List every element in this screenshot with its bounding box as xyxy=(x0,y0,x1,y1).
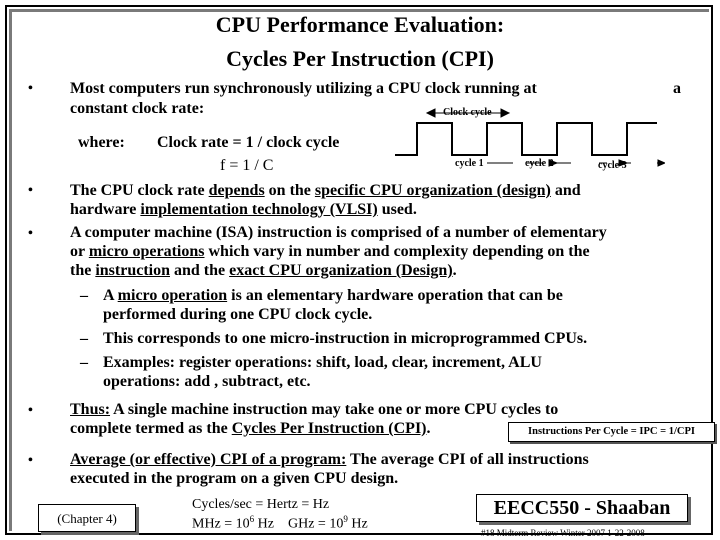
where-label: where: xyxy=(78,134,125,151)
cycle-3-label: cycle 3 xyxy=(598,160,627,171)
clock-waveform xyxy=(395,123,657,155)
mhz-ghz-line: MHz = $10^6$ Hz GHz = $10^9$ Hz xyxy=(192,514,368,532)
clock-rate-depends-line1: The CPU clock rate depends on the specific CPU organization (design) and xyxy=(70,182,581,199)
isa-line3: the instruction and the exact CPU organization (Design). xyxy=(70,262,457,279)
intro-line2: constant clock rate: xyxy=(70,100,205,117)
thus-line2: complete termed as the Cycles Per Instruction (CPI). xyxy=(70,420,431,437)
examples-line2: operations: add , subtract, etc. xyxy=(103,373,311,390)
sub-dash-1: – xyxy=(80,287,88,304)
micro-op-line1: A micro operation is an elementary hardware operation that can be xyxy=(103,287,563,304)
frequency-formula: f = 1 / C xyxy=(220,157,274,174)
bullet-4: • xyxy=(28,403,33,418)
hertz-line: Cycles/sec = Hertz = Hz xyxy=(192,497,330,512)
cycle-2-label: cycle 2 xyxy=(525,158,554,169)
chapter-box xyxy=(38,504,136,532)
brand-box xyxy=(476,494,688,522)
bullet-5: • xyxy=(28,453,33,468)
cycle-arrows xyxy=(487,160,665,166)
footer-text: #18 Midterm Review Winter 2007 1-22-2008 xyxy=(481,528,645,538)
isa-line2: or micro operations which vary in number and complexity depending on the xyxy=(70,243,590,260)
intro-line1-end: a xyxy=(673,80,681,97)
bullet-2: • xyxy=(28,183,33,198)
brand-label: EECC550 - Shaaban xyxy=(493,497,671,519)
bullet-1: • xyxy=(28,81,33,96)
average-cpi-line1: Average (or effective) CPI of a program: The average CPI of all instructions xyxy=(70,451,589,468)
sub-dash-2: – xyxy=(80,330,88,347)
sub-dash-3: – xyxy=(80,354,88,371)
ipc-box: Instructions Per Cycle = IPC = 1/CPI xyxy=(508,422,715,442)
isa-line1: A computer machine (ISA) instruction is comprised of a number of elementary xyxy=(70,224,607,241)
micro-op-line2: performed during one CPU clock cycle. xyxy=(103,306,373,323)
clock-cycle-label: Clock cycle xyxy=(443,107,492,118)
intro-line1: Most computers run synchronously utilizing a CPU clock running at xyxy=(70,80,537,97)
examples-line1: Examples: register operations: shift, load, clear, increment, ALU xyxy=(103,354,542,371)
cycle-1-label: cycle 1 xyxy=(455,158,484,169)
thus-line1: Thus: A single machine instruction may take one or more CPU cycles to xyxy=(70,401,559,418)
chapter-label: (Chapter 4) xyxy=(57,511,117,526)
slide-title-line1: CPU Performance Evaluation: xyxy=(215,12,505,37)
slide-title-line2: Cycles Per Instruction (CPI) xyxy=(226,46,494,71)
bullet-3: • xyxy=(28,226,33,241)
average-cpi-line2: executed in the program on a given CPU design. xyxy=(70,470,399,487)
micro-instruction-line: This corresponds to one micro-instruction in microprogrammed CPUs. xyxy=(103,330,588,347)
clock-rate-depends-line2: hardware implementation technology (VLSI) used. xyxy=(70,201,417,218)
clock-rate-formula: Clock rate = 1 / clock cycle xyxy=(157,134,340,151)
